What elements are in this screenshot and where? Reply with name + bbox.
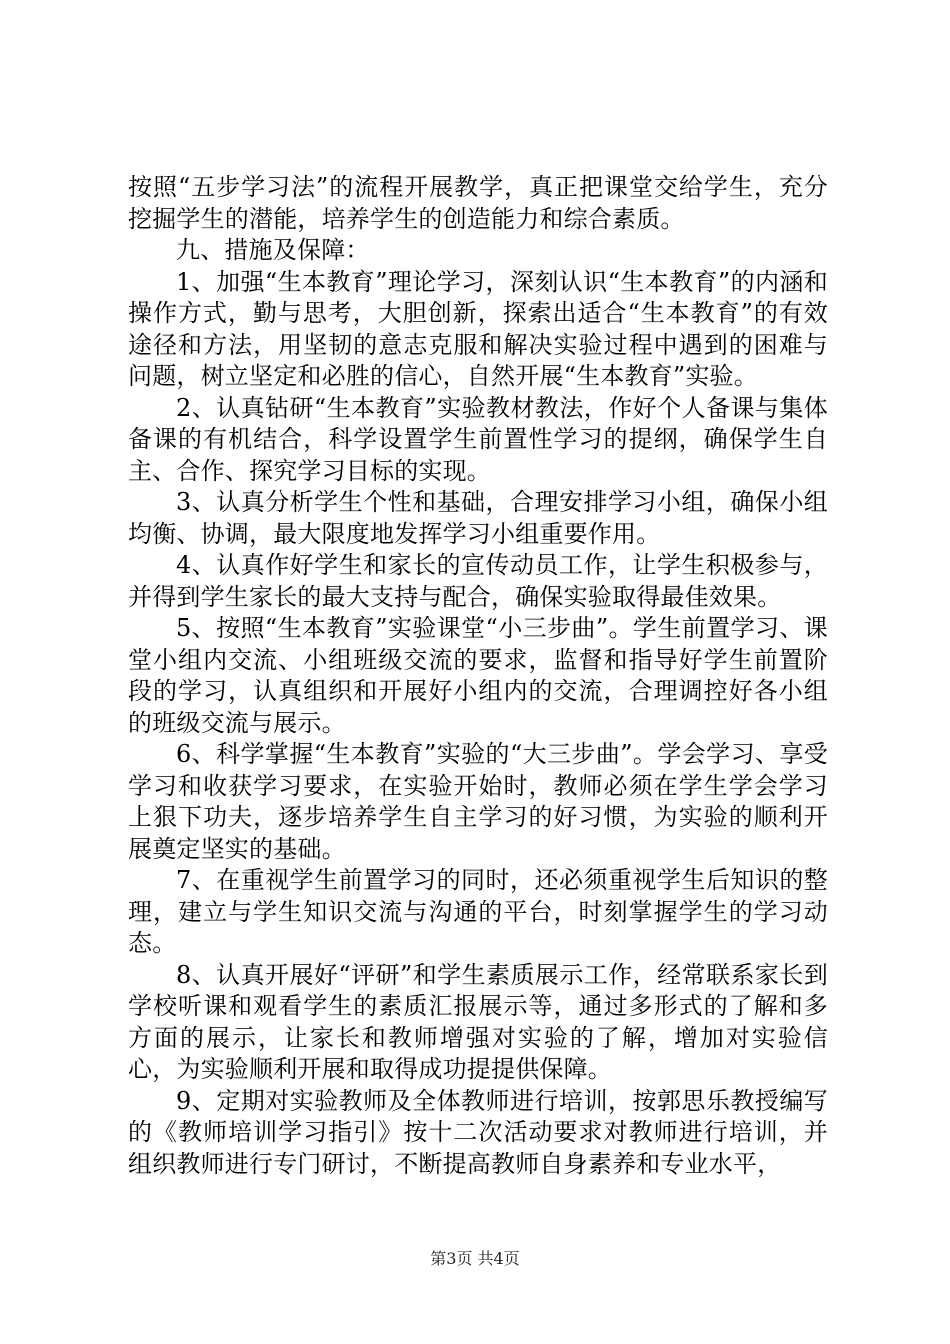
- paragraph-item-5: 5、按照“生本教育”实验课堂“小三步曲”。学生前置学习、课堂小组内交流、小组班级交流的要求，监督和指导好学生前置阶段的学习，认真组织和开展好小组内的交流，合理调控好各小组的班级交流与展示。: [128, 614, 828, 737]
- paragraph-item-6: 6、科学掌握“生本教育”实验的“大三步曲”。学会学习、享受学习和收获学习要求，在实验开始时，教师必须在学生学会学习上狠下功夫，逐步培养学生自主学习的好习惯，为实验的顺利开展奠定坚实的基础。: [128, 740, 828, 863]
- page-footer: 第3页 共4页: [430, 1249, 520, 1268]
- paragraph-item-4: 4、认真作好学生和家长的宣传动员工作，让学生积极参与，并得到学生家长的最大支持与配合，确保实验取得最佳效果。: [128, 551, 828, 611]
- document-body: [128, 172, 828, 1180]
- paragraph-item-9: 9、定期对实验教师及全体教师进行培训，按郭思乐教授编写的《教师培训学习指引》按十二次活动要求对教师进行培训，并组织教师进行专门研讨，不断提高教师自身素养和专业水平，: [128, 1086, 828, 1178]
- paragraph-item-7: 7、在重视学生前置学习的同时，还必须重视学生后知识的整理，建立与学生知识交流与沟通的平台，时刻掌握学生的学习动态。: [128, 866, 828, 957]
- paragraph-item-8: 8、认真开展好“评研”和学生素质展示工作，经常联系家长到学校听课和观看学生的素质汇报展示等，通过多形式的了解和多方面的展示，让家长和教师增强对实验的了解，增加对实验信心，为实验顺利开展和取得成功提提供保障。: [128, 960, 828, 1083]
- section-heading-measures: 九、措施及保障：: [176, 236, 370, 264]
- paragraph-item-3: 3、认真分析学生个性和基础，合理安排学习小组，确保小组均衡、协调，最大限度地发挥学习小组重要作用。: [128, 488, 828, 548]
- paragraph-item-2: 2、认真钻研“生本教育”实验教材教法，作好个人备课与集体备课的有机结合，科学设置学生前置性学习的提纲，确保学生自主、合作、探究学习目标的实现。: [128, 393, 828, 485]
- paragraph-continuation: 按照“五步学习法”的流程开展教学，真正把课堂交给学生，充分挖掘学生的潜能，培养学生的创造能力和综合素质。: [128, 173, 828, 233]
- paragraph-item-1: 1、加强“生本教育”理论学习，深刻认识“生本教育”的内涵和操作方式，勤与思考，大胆创新，探索出适合“生本教育”的有效途径和方法，用坚韧的意志克服和解决实验过程中遇到的困难与问题，树立坚定和必胜的信心，自然开展“生本教育”实验。: [128, 267, 828, 390]
